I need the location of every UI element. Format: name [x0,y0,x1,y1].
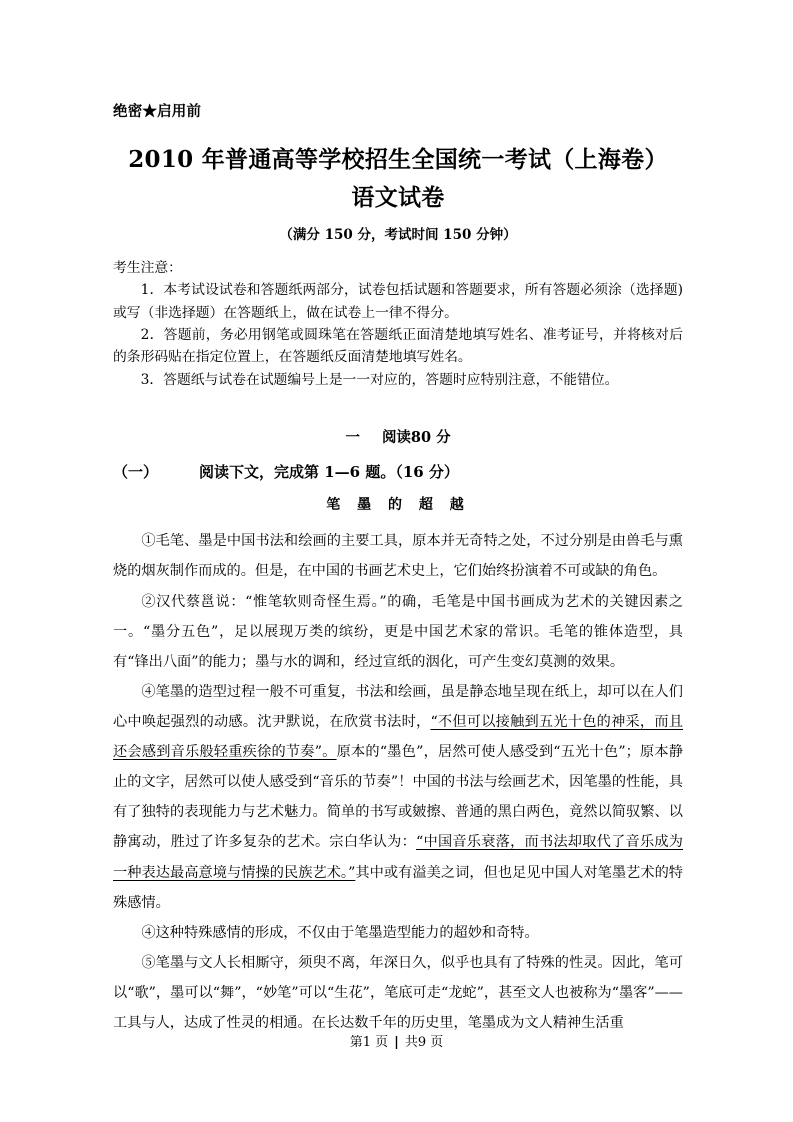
page-footer [0,1035,793,1051]
paragraph-1 [113,526,683,586]
subsection-label: （一） [113,462,159,481]
notice-item-2: 2．答题前，务必用钢笔或圆珠笔在答题纸正面清楚地填写姓名、准考证号，并将核对后的条形码贴在指定位置上，在答题纸反面清楚地填写姓名。 [113,327,683,366]
score-and-time: （满分 150 分，考试时间 150 分钟） [279,227,517,244]
subsection-instruction: 阅读下文，完成第 1—6 题。（16 分） [199,462,459,481]
notice-heading: 考生注意： [113,260,182,277]
paragraph-3 [113,677,683,918]
paragraph-5 [113,948,683,1038]
article-title: 笔 墨 的 超 越 [326,497,470,514]
page-subtitle: 语文试卷 [351,184,445,212]
footer-separator: | [394,1035,399,1050]
underlined-quote: “不但可以接触到五光十色的神采，而且还会感到音乐般轻重疾徐的节奏”。 [113,714,683,761]
candidate-notice [113,257,683,391]
text-run: ②汉代蔡邕说：“惟笔软则奇怪生焉。”的确，毛笔是中国书画成为艺术的关键因素之一。“墨分五色”，足以展现万类的缤纷，更是中国艺术家的常识。毛笔的锥体造型，具有“锋出八面”的能力；墨与水的调和，经过宣纸的洇化，可产生变幻莫测的效果。 [113,593,683,670]
subsection-heading [113,461,683,484]
section-heading [113,427,683,449]
text-run: 其中或有溢美之词，但也足见中国人对笔墨艺术的特殊感情。 [113,864,683,911]
footer-current-page: 第1 页 [349,1035,389,1050]
text-run: ④笔墨的造型过程一般不可重复，书法和绘画，虽是静态地呈现在纸上，却可以在人们心中唤起强烈的动感。沈尹默说，在欣赏书法时， [113,683,683,730]
page-content [113,0,683,1038]
text-run: ④这种特殊感情的形成，不仅由于笔墨造型能力的超妙和奇特。 [141,924,539,941]
secret-notice: 绝密★启用前 [113,103,202,120]
text-run: ①毛笔、墨是中国书法和绘画的主要工具，原本并无奇特之处，不过分别是由兽毛与熏烧的烟灰制作而成的。但是，在中国的书画艺术史上，它们始终扮演着不可或缺的角色。 [113,533,683,580]
paragraph-4 [113,918,683,948]
paragraph-2 [113,587,683,677]
notice-item-1: 1．本考试设试卷和答题纸两部分，试卷包括试题和答题要求，所有答题必须涂（选择题)或写（非选择题）在答题纸上，做在试卷上一律不得分。 [113,282,683,321]
footer-total-pages: 共9 页 [404,1035,444,1050]
section-number: 一 [345,429,360,447]
notice-item-3: 3．答题纸与试卷在试题编号上是一一对应的，答题时应特别注意，不能错位。 [140,371,619,388]
underlined-quote: “中国音乐衰落，而书法却取代了音乐成为一种表达最高意境与情操的民族艺术。” [113,834,683,881]
section-title: 阅读80 分 [381,429,451,447]
page-title: 2010 年普通高等学校招生全国统一考试（上海卷） [128,146,668,174]
text-run: ⑤笔墨与文人长相厮守，须臾不离，年深日久，似乎也具有了特殊的性灵。因此，笔可以“歌”，墨可以“舞”，“妙笔”可以“生花”，笔底可走“龙蛇”，甚至文人也被称为“墨客”——工具与人，达成了性灵的相通。在长达数千年的历史里，笔墨成为文人精神生活重 [113,954,683,1032]
text-run: 原本的“墨色”，居然可使人感受到“五光十色”；原本静止的文字，居然可以使人感受到“音乐的节奏”！中国的书法与绘画艺术，因笔墨的性能，具有了独特的表现能力与艺术魅力。简单的书写或皴擦、普通的黑白两色，竟然以简驭繁、以静寓动，胜过了许多复杂的艺术。宗白华认为： [113,744,684,851]
article-body [113,526,683,1038]
